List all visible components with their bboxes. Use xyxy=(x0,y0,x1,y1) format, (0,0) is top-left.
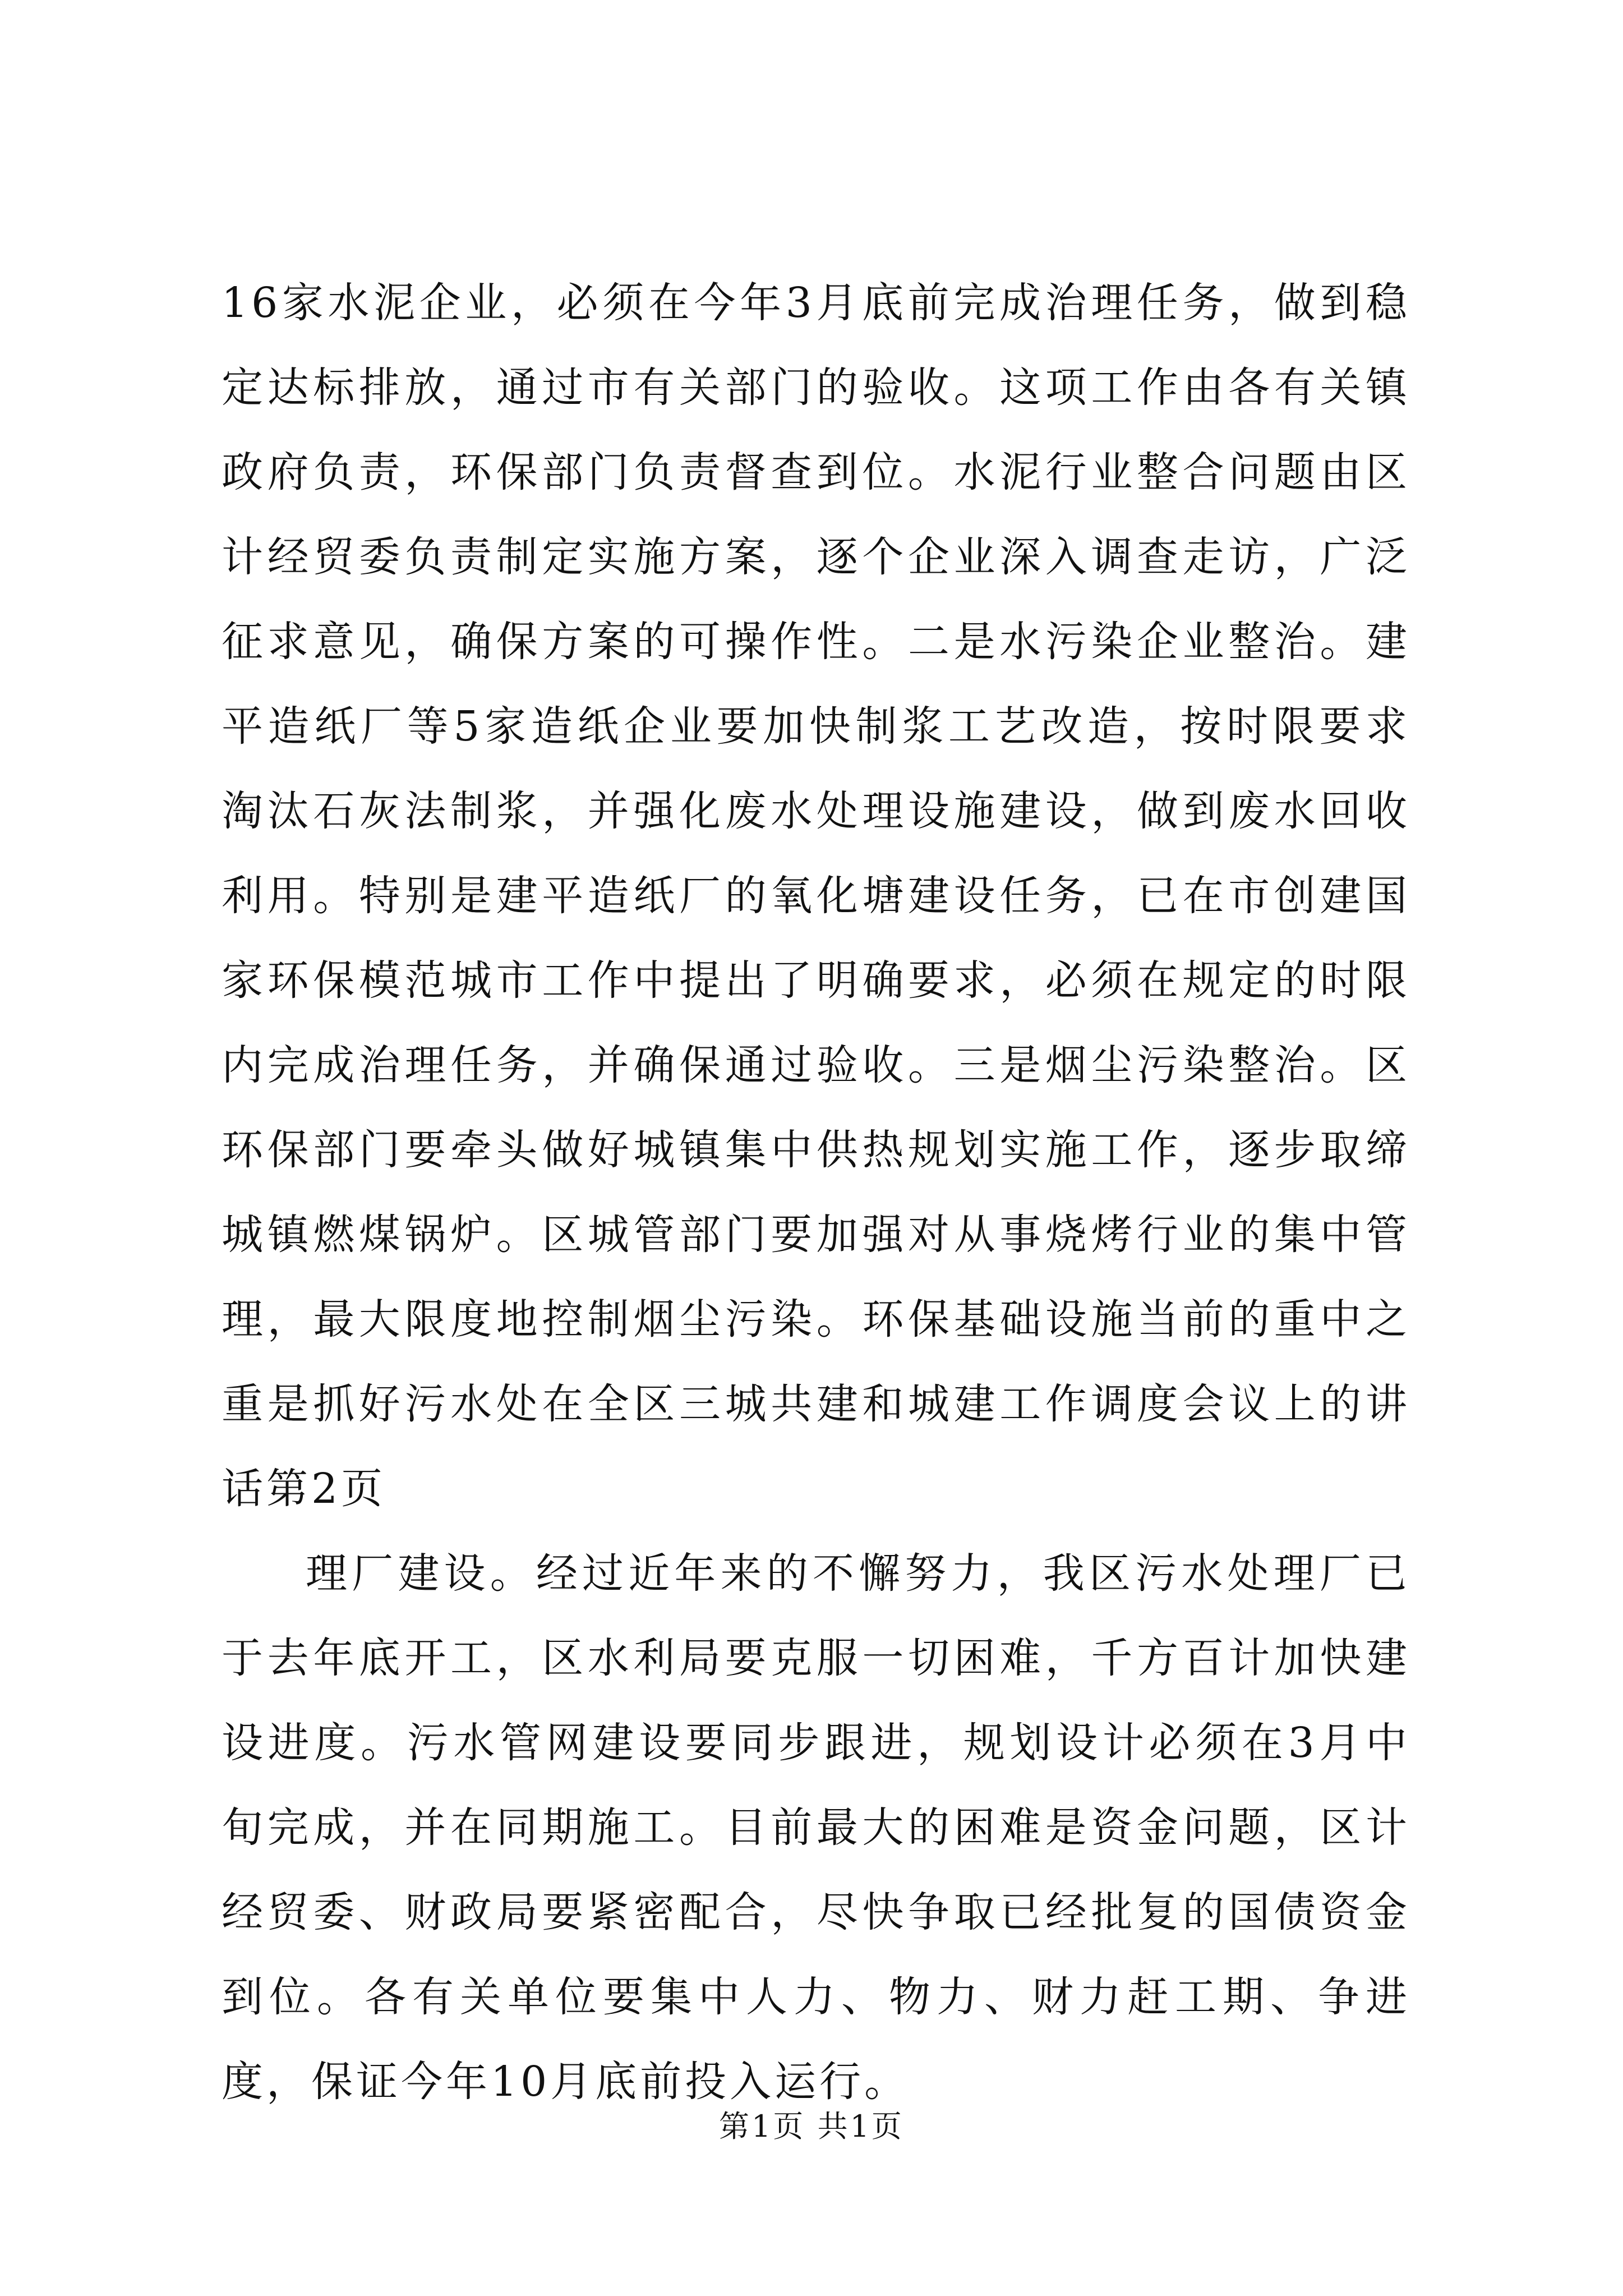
page-number-footer: 第1页 共1页 xyxy=(719,2109,904,2144)
body-paragraph-2: 理厂建设。经过近年来的不懈努力，我区污水处理厂已于去年底开工，区水利局要克服一切困难，千方百计加快建设进度。污水管网建设要同步跟进，规划设计必须在3月中旬完成，并在同期施工。目前最大的困难是资金问题，区计经贸委、财政局要紧密配合，尽快争取已经批复的国债资金到位。各有关单位要集中人力、物力、财力赶工期、争进度，保证今年10月底前投入运行。 xyxy=(222,1549,1410,2106)
body-paragraph-1: 16家水泥企业，必须在今年3月底前完成治理任务，做到稳定达标排放，通过市有关部门的验收。这项工作由各有关镇政府负责，环保部门负责督查到位。水泥行业整合问题由区计经贸委负责制定实施方案，逐个企业深入调查走访，广泛征求意见，确保方案的可操作性。二是水污染企业整治。建平造纸厂等5家造纸企业要加快制浆工艺改造，按时限要求淘汰石灰法制浆，并强化废水处理设施建设，做到废水回收利用。特别是建平造纸厂的氧化塘建设任务，已在市创建国家环保模范城市工作中提出了明确要求，必须在规定的时限内完成治理任务，并确保通过验收。三是烟尘污染整治。区环保部门要牵头做好城镇集中供热规划实施工作，逐步取缔城镇燃煤锅炉。区城管部门要加强对从事烧烤行业的集中管理，最大限度地控制烟尘污染。环保基础设施当前的重中之重是抓好污水处在全区三城共建和城建工作调度会议上的讲话第2页 xyxy=(222,279,1410,1513)
document-body xyxy=(222,261,1410,2124)
